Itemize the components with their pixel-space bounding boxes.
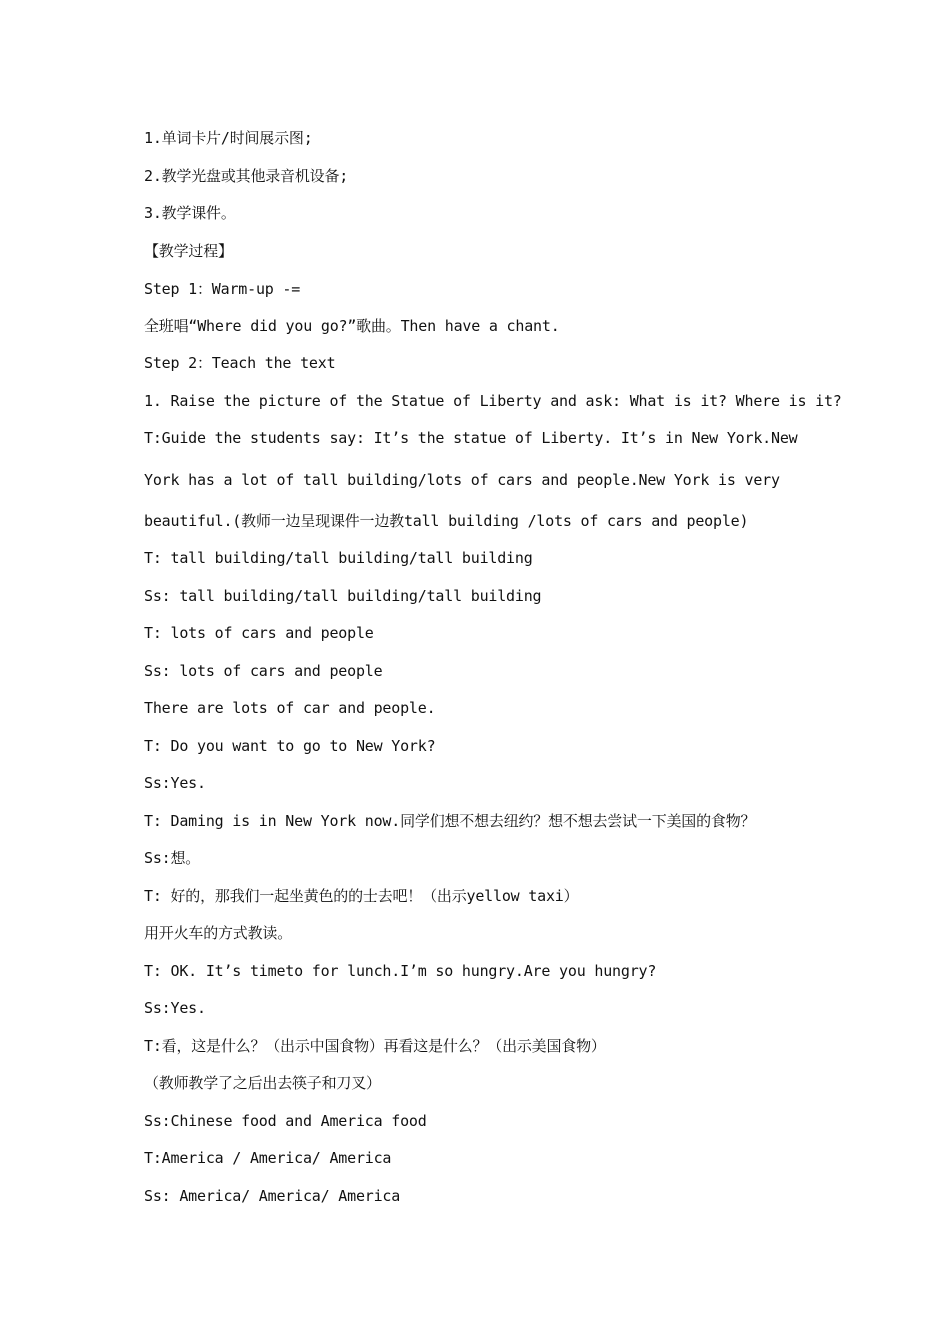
- dialogue-line: T: Do you want to go to New York?: [144, 737, 436, 755]
- paragraph-line: 1. Raise the picture of the Statue of Liberty and ask: What is it? Where is it?: [144, 392, 842, 410]
- dialogue-line: Ss:Yes.: [144, 999, 206, 1017]
- dialogue-line: Ss: America/ America/ America: [144, 1187, 401, 1205]
- step-2-heading: Step 2：Teach the text: [144, 354, 336, 372]
- step-1-heading: Step 1：Warm-up -=: [144, 280, 301, 298]
- materials-item-3: 3.教学课件。: [144, 204, 236, 222]
- paragraph-line: beautiful.(教师一边呈现课件一边教tall building /lots of cars and people): [144, 512, 749, 530]
- paragraph-line: （教师教学了之后出去筷子和刀叉）: [144, 1074, 381, 1092]
- dialogue-line: T:America / America/ America: [144, 1149, 392, 1167]
- paragraph-line: York has a lot of tall building/lots of cars and people.New York is very: [144, 471, 780, 489]
- paragraph-line: 全班唱“Where did you go?”歌曲。Then have a chant.: [144, 317, 560, 335]
- materials-item-2: 2.教学光盘或其他录音机设备;: [144, 167, 349, 185]
- dialogue-line: Ss:想。: [144, 849, 201, 867]
- dialogue-line: Ss:Yes.: [144, 774, 206, 792]
- paragraph-line: There are lots of car and people.: [144, 699, 436, 717]
- dialogue-line: T: OK. It’s timeto for lunch.I’m so hungry.Are you hungry?: [144, 962, 657, 980]
- dialogue-line: T:看，这是什么？（出示中国食物）再看这是什么？（出示美国食物）: [144, 1037, 606, 1055]
- dialogue-line: Ss: tall building/tall building/tall building: [144, 587, 542, 605]
- dialogue-line: T: tall building/tall building/tall building: [144, 549, 533, 567]
- dialogue-line: Ss: lots of cars and people: [144, 662, 383, 680]
- section-heading-teaching-process: 【教学过程】: [144, 242, 233, 260]
- paragraph-line: 用开火车的方式教读。: [144, 924, 293, 942]
- paragraph-line: T:Guide the students say: It’s the statue of Liberty. It’s in New York.New: [144, 429, 798, 447]
- dialogue-line: T: Daming is in New York now.同学们想不想去纽约？想不想去尝试一下美国的食物？: [144, 812, 756, 830]
- materials-item-1: 1.单词卡片/时间展示图;: [144, 129, 313, 147]
- dialogue-line: T: lots of cars and people: [144, 624, 374, 642]
- dialogue-line: Ss:Chinese food and America food: [144, 1112, 427, 1130]
- dialogue-line: T: 好的，那我们一起坐黄色的的士去吧！（出示yellow taxi）: [144, 887, 579, 905]
